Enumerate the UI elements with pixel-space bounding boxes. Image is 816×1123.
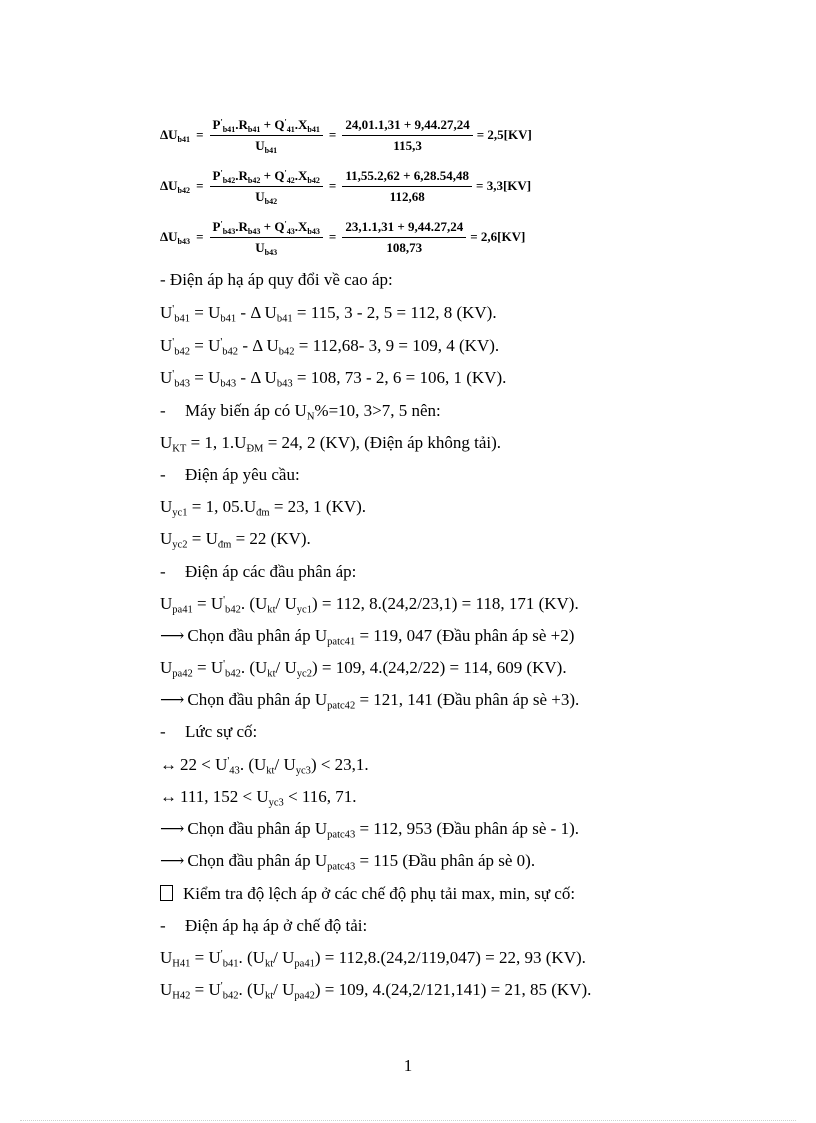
inequality-line-1: ↔ $22 < U'_{43}$. ($U_{kt}/$ $U_{yc3}) < 23,1$. [160, 755, 369, 777]
left-right-arrow-icon: ↔ [160, 755, 177, 774]
equation-delta-u-b43: $\Delta U_{b43}$ = $\frac{P'_{b43}.R_{b43} + Q'_{43}.X_{b43}}{U_{b43}}$ = $\frac{23,1.1,31 + 9,44.27,24}{108,73}$ = 2,6[KV] [160, 218, 526, 257]
right-arrow-icon: ⟶ [160, 851, 185, 870]
bullet-line-transformer: - Máy biến áp có $U_N\%=10$, 3>7, 5 nên: [160, 401, 441, 423]
bullet-line-low-voltage: - Điện áp hạ áp ở chế độ tải: [160, 916, 368, 935]
equation-symbolic-fraction: $\frac{P'_{b42}.R_{b42} + Q'_{42}.X_{b42}}{U_{b42}}$ [210, 168, 323, 205]
equation-symbolic-fraction: $\frac{P'_{b43}.R_{b43} + Q'_{43}.X_{b43}}{U_{b43}}$ [210, 219, 323, 256]
result-line-patc42: ⟶ Chọn đầu phân áp $U_{patc42} = 121$, 141 (Đầu phân áp sè +3). [160, 690, 580, 712]
equation-lhs: $\Delta U_{b42}$ [160, 178, 191, 195]
result-line-patc43-a: ⟶ Chọn đầu phân áp $U_{patc43} = 112$, 953 (Đầu phân áp sè - 1). [160, 819, 579, 841]
equation-numeric-fraction: $\frac{23,1.1,31 + 9,44.27,24}{108,73}$ [342, 219, 466, 256]
formula-line-u-yc1: $U_{yc1} = 1$, $05.U_{đm} = 23$, 1 (KV). [160, 497, 367, 519]
formula-line-u-b41: $U'_{b41} = U_{b41} - \Delta$ $U_{b41} = 115$, 3 - 2, 5 = 112, 8 (KV). [160, 303, 497, 325]
page-bottom-divider [20, 1120, 796, 1121]
formula-line-u-pa41: $U_{pa41} = U'_{b42}$. ($U_{kt}/$ $U_{yc1}) = 112$, 8.(24,2/23,1) = 118, 171 (KV). [160, 594, 579, 616]
equation-delta-u-b41: $\Delta U_{b41}$ = $\frac{P'_{b41}.R_{b41} + Q'_{41}.X_{b41}}{U_{b41}}$ = $\frac{24,01.1,31 + 9,44.27,24}{115,3}$ = 2,5[KV] [160, 116, 532, 155]
result-line-patc43-b: ⟶ Chọn đầu phân áp $U_{patc43} = 115$ (Đầu phân áp sè 0). [160, 851, 536, 873]
equation-lhs: $\Delta U_{b41}$ [160, 127, 191, 144]
formula-line-u-h41: $U_{H41} = U'_{b41}$. ($U_{kt}/$ $U_{pa41}) = 112,8.(24,2/119,047) = 22$, 93 (KV). [160, 948, 586, 970]
equation-numeric-fraction: $\frac{24,01.1,31 + 9,44.27,24}{115,3}$ [342, 117, 472, 154]
right-arrow-icon: ⟶ [160, 626, 185, 645]
equation-numeric-fraction: $\frac{11,55.2,62 + 6,28.54,48}{112,68}$ [342, 168, 472, 205]
right-arrow-icon: ⟶ [160, 819, 185, 838]
bullet-line-tap-voltages: - Điện áp các đầu phân áp: [160, 562, 357, 581]
formula-line-u-yc2: $U_{yc2} = U_{đm} = 22$ (KV). [160, 529, 311, 551]
bullet-line-required-voltage: - Điện áp yêu cầu: [160, 465, 300, 484]
result-line-patc41: ⟶ Chọn đầu phân áp $U_{patc41} = 119$, 047 (Đầu phân áp sè +2) [160, 626, 575, 648]
equation-result: = 2,5[KV] [476, 127, 532, 142]
equation-delta-u-b42: $\Delta U_{b42}$ = $\frac{P'_{b42}.R_{b42} + Q'_{42}.X_{b42}}{U_{b42}}$ = $\frac{11,55.2,62 + 6,28.54,48}{112,68}$ = 3,3[KV] [160, 167, 532, 206]
page-number: 1 [403, 1056, 413, 1075]
section-heading-voltage-conversion: - Điện áp hạ áp quy đổi về cao áp: [160, 270, 393, 289]
formula-line-u-pa42: $U_{pa42} = U'_{b42}$. ($U_{kt}/$ $U_{yc2}) = 109$, 4.(24,2/22) = 114, 609 (KV). [160, 658, 567, 680]
checkbox-bullet-icon [160, 885, 173, 901]
formula-line-u-b43: $U'_{b43} = U_{b43} - \Delta$ $U_{b43} = 108$, 73 - 2, 6 = 106, 1 (KV). [160, 368, 507, 390]
equation-result: = 2,6[KV] [470, 229, 526, 244]
equation-result: = 3,3[KV] [476, 178, 532, 193]
inequality-line-2: ↔ 111, $152 < U_{yc3} < 116$, 71. [160, 787, 357, 809]
formula-line-u-h42: $U_{H42} = U'_{b42}$. ($U_{kt}/$ $U_{pa42}) = 109$, 4.(24,2/121,141) = 21, 85 (KV). [160, 980, 592, 1002]
formula-line-u-kt: $U_{KT} = 1$, $1.U_{ĐM} = 24$, 2 (KV), (Điện áp không tải). [160, 433, 502, 455]
check-line-deviation: Kiểm tra độ lệch áp ở các chế độ phụ tải max, min, sự cố: [160, 884, 575, 904]
bullet-line-fault: - Lức sự cố: [160, 722, 258, 741]
equation-lhs: $\Delta U_{b43}$ [160, 229, 191, 246]
equation-symbolic-fraction: $\frac{P'_{b41}.R_{b41} + Q'_{41}.X_{b41}}{U_{b41}}$ [210, 117, 323, 154]
right-arrow-icon: ⟶ [160, 690, 185, 709]
left-right-arrow-icon: ↔ [160, 787, 177, 806]
formula-line-u-b42: $U'_{b42} = U'_{b42} - \Delta$ $U_{b42} = 112,68-$ 3, 9 = 109, 4 (KV). [160, 336, 500, 358]
